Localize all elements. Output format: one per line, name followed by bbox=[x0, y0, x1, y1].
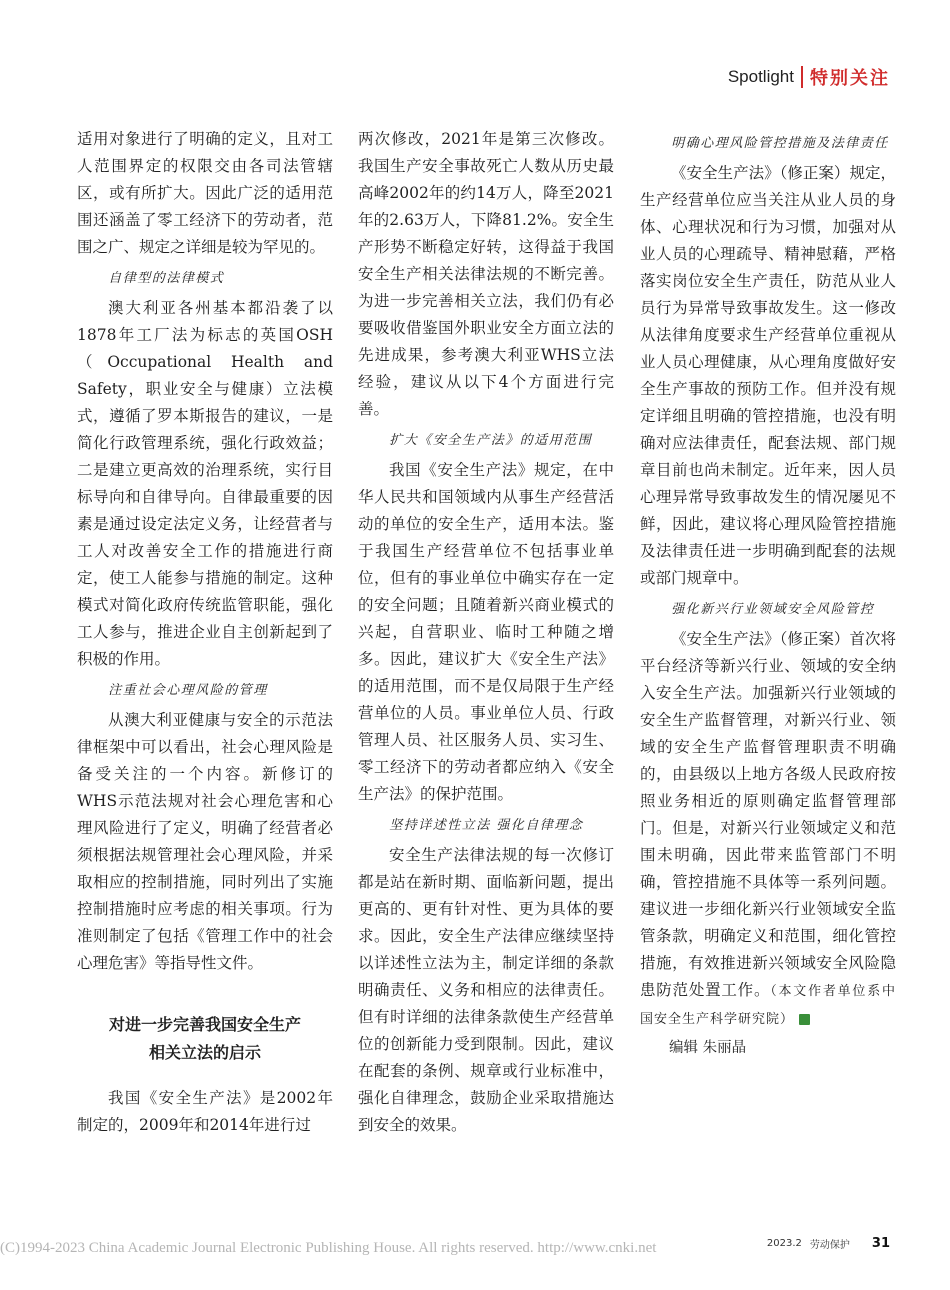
header-divider bbox=[801, 66, 803, 88]
paragraph: 我国《安全生产法》规定，在中华人民共和国领域内从事生产经营活动的单位的安全生产，适用本法。鉴于我国生产经营单位不包括事业单位，但有的事业单位中确实存在一定的安全问题；且随着新兴商业模式的兴起，自营职业、临时工种随之增多。因此，建议扩大《安全生产法》的适用范围，而不是仅局限于生产经营单位的人员。事业单位人员、行政管理人员、社区服务人员、实习生、零工经济下的劳动者都应纳入《安全生产法》的保护范围。 bbox=[358, 461, 614, 803]
author-affiliation: （本文作者单位系中国安全生产科学研究院） bbox=[640, 984, 896, 1027]
paragraph: 我国《安全生产法》是2002年制定的，2009年和2014年进行过 bbox=[77, 1089, 333, 1134]
paragraph: 两次修改，2021年是第三次修改。我国生产安全事故死亡人数从历史最高峰2002年的约14万人，降至2021年的2.63万人，下降81.2%。安全生产形势不断稳定好转，这得益于我国安全生产相关法律法规的不断完善。为进一步完善相关立法，我们仍有必要吸收借鉴国外职业安全方面立法的先进成果，参考澳大利亚WHS立法经验，建议从以下4个方面进行完善。 bbox=[358, 130, 614, 418]
subheading: 自律型的法律模式 bbox=[108, 271, 225, 286]
paragraph: 澳大利亚各州基本都沿袭了以1878年工厂法为标志的英国OSH（Occupational Health and Safety，职业安全与健康）立法模式，遵循了罗本斯报告的建议，一是简化行政管理系统，强化行政效益；二是建立更高效的治理系统，实行目标导向和自律导向。自律最重要的因素是通过设定法定义务，让经营者与工人对改善安全工作的措施进行商定，使工人能参与措施的制定。这种模式对简化政府传统监管职能，强化工人参与，推进企业自主创新起到了积极的作用。 bbox=[77, 299, 333, 668]
section-title bbox=[77, 1011, 333, 1067]
paragraph bbox=[640, 626, 896, 1033]
subheading: 坚持详述性立法 强化自律理念 bbox=[389, 818, 584, 833]
section-title-line: 相关立法的启示 bbox=[148, 1043, 261, 1062]
section-label: 特别关注 bbox=[810, 68, 890, 89]
issue-number: 2023.2 bbox=[766, 1238, 802, 1249]
running-header bbox=[728, 62, 890, 92]
paragraph: 安全生产法律法规的每一次修订都是站在新时期、面临新问题，提出更高的、更有针对性、更为具体的要求。因此，安全生产法律应继续坚持以详述性立法为主，制定详细的条款明确责任、义务和相应的法律责任。但有时详细的法律条款使生产经营单位的创新能力受到限制。因此，建议在配套的条例、规章或行业标准中，强化自律理念，鼓励企业采取措施达到安全的效果。 bbox=[358, 846, 614, 1134]
page-footer bbox=[767, 1236, 890, 1251]
paragraph: 从澳大利亚健康与安全的示范法律框架中可以看出，社会心理风险是备受关注的一个内容。新修订的WHS示范法规对社会心理危害和心理风险进行了定义，明确了经营者必须根据法规管理社会心理风险，并采取相应的控制措施，同时列出了实施控制措施时应考虑的相关事项。行为准则制定了包括《管理工作中的社会心理危害》等指导性文件。 bbox=[77, 711, 333, 972]
editor-credit: 编辑 朱丽晶 bbox=[669, 1040, 747, 1056]
spotlight-label: Spotlight bbox=[727, 67, 794, 86]
paragraph: 《安全生产法》（修正案）规定，生产经营单位应当关注从业人员的身体、心理状况和行为习惯，加强对从业人员的心理疏导、精神慰藉，严格落实岗位安全生产责任，防范从业人员行为异常导致事故发生。这一修改从法律角度要求生产经营单位重视从业人员心理健康，从心理角度做好安全生产事故的预防工作。但并没有规定详细且明确的管控措施，也没有明确对应法律责任，配套法规、部门规章目前也尚未制定。近年来，因人员心理异常导致事故发生的情况屡见不鲜，因此，建议将心理风险管控措施及法律责任进一步明确到配套的法规或部门规章中。 bbox=[640, 164, 896, 587]
column-middle bbox=[358, 126, 614, 1139]
section-title-line: 对进一步完善我国安全生产 bbox=[108, 1015, 301, 1034]
paragraph-text: 《安全生产法》（修正案）首次将平台经济等新兴行业、领域的安全纳入安全生产法。加强新兴行业领域的安全生产监督管理，对新兴行业、领域的安全生产监督管理职责不明确的，由县级以上地方各级人民政府按照业务相近的原则确定监督管理部门。但是，对新兴行业领域定义和范围未明确，因此带来监管部门不明确，管控措施不具体等一系列问题。建议进一步细化新兴行业领域安全监管条款，明确定义和范围，细化管控措施，有效推进新兴领域安全风险隐患防范处置工作。 bbox=[640, 630, 896, 999]
subheading: 明确心理风险管控措施及法律责任 bbox=[671, 136, 889, 151]
page-number: 31 bbox=[871, 1236, 890, 1251]
subheading: 扩大《安全生产法》的适用范围 bbox=[389, 433, 593, 448]
magazine-name: 劳动保护 bbox=[809, 1240, 850, 1251]
subheading: 强化新兴行业领域安全风险管控 bbox=[671, 602, 875, 617]
subheading: 注重社会心理风险的管理 bbox=[108, 683, 268, 698]
column-left bbox=[77, 126, 333, 1139]
column-right bbox=[640, 126, 896, 1061]
copyright-watermark: (C)1994-2023 China Academic Journal Electronic Publishing House. All rights reserved. http://www.cnki.net bbox=[0, 1240, 657, 1256]
end-mark-icon: 图 bbox=[799, 1014, 810, 1025]
paragraph: 适用对象进行了明确的定义，且对工人范围界定的权限交由各司法管辖区，或有所扩大。因此广泛的适用范围还涵盖了零工经济下的劳动者，范围之广、规定之详细是较为罕见的。 bbox=[77, 130, 333, 256]
